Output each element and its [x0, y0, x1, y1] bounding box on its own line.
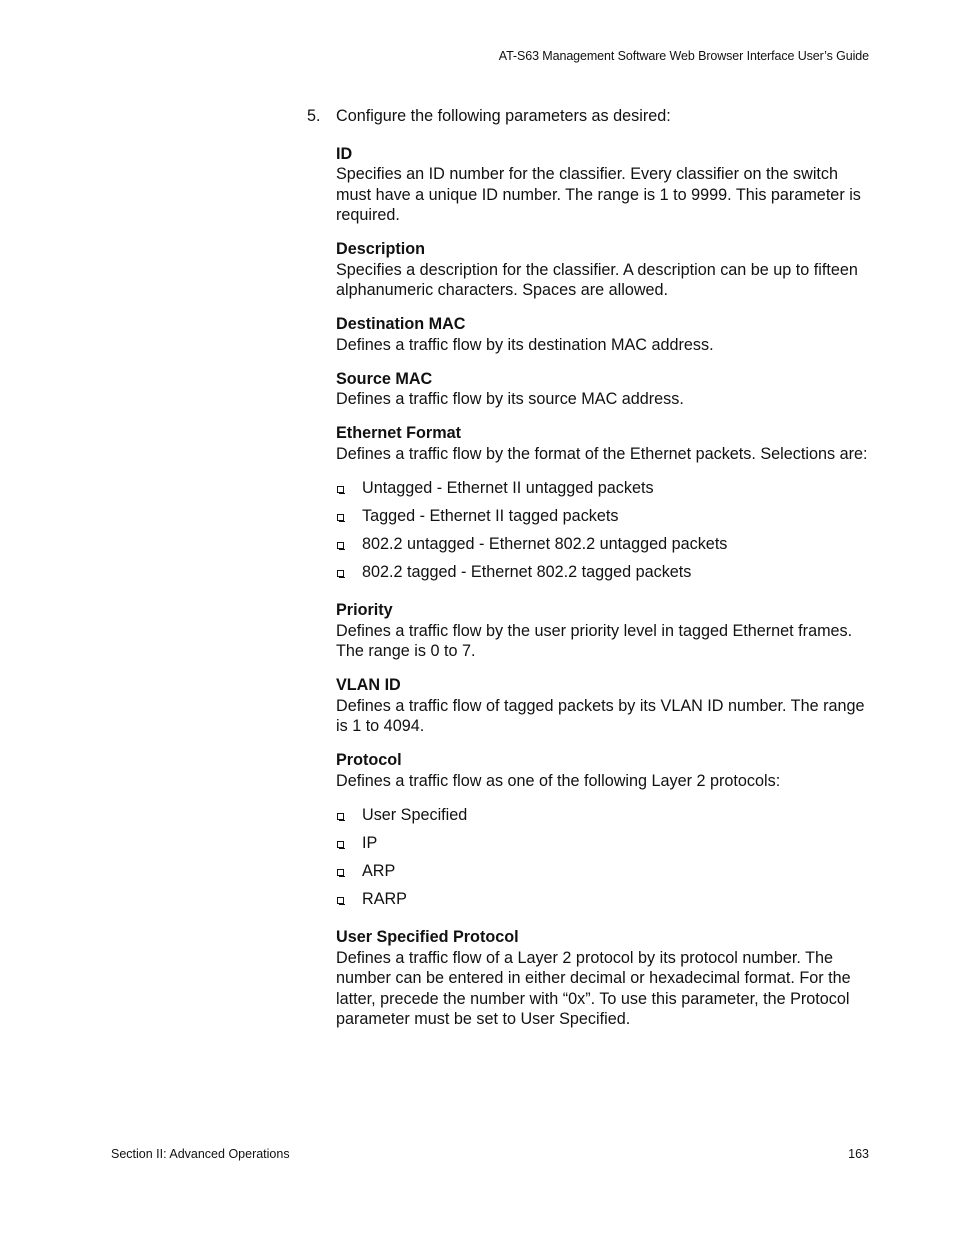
checkbox-bullet-icon	[337, 514, 344, 521]
checkbox-bullet-icon	[337, 841, 344, 848]
param-protocol	[336, 750, 872, 791]
ethernet-format-list	[336, 475, 872, 587]
param-title: Ethernet Format	[336, 424, 462, 442]
param-title: Source MAC	[336, 369, 433, 388]
step-item	[307, 106, 872, 127]
list-item	[336, 802, 872, 830]
list-item	[336, 503, 872, 531]
param-destination-mac	[336, 314, 872, 355]
list-item-text: IP	[362, 834, 378, 853]
step-text: Configure the following parameters as desired:	[336, 107, 671, 125]
param-title: Destination MAC	[336, 315, 466, 333]
param-description: Specifies a description for the classifier. A description can be up to fifteen alphanumeric characters. Spaces are allowed.	[336, 260, 858, 299]
param-title: Protocol	[336, 751, 402, 769]
param-description: Specifies an ID number for the classifier. Every classifier on the switch must have a unique ID number. The range is 1 to 9999. This parameter is required.	[336, 165, 861, 224]
param-description: Defines a traffic flow of tagged packets by its VLAN ID number. The range is 1 to 4094.	[336, 696, 865, 735]
list-item-text: User Specified	[362, 806, 468, 825]
list-item-text: Tagged - Ethernet II tagged packets	[362, 507, 619, 526]
param-source-mac	[336, 369, 872, 410]
param-user-specified-protocol	[336, 927, 872, 1030]
param-description: Defines a traffic flow by the user priority level in tagged Ethernet frames. The range is 0 to 7.	[336, 621, 853, 660]
checkbox-bullet-icon	[337, 570, 344, 577]
list-item	[336, 475, 872, 503]
list-item	[336, 858, 872, 886]
list-item-text: 802.2 tagged - Ethernet 802.2 tagged packets	[362, 563, 692, 582]
checkbox-bullet-icon	[337, 813, 344, 820]
param-description: Defines a traffic flow by the format of the Ethernet packets. Selections are:	[336, 444, 868, 463]
protocol-list	[336, 802, 872, 914]
list-item-text: ARP	[362, 862, 396, 881]
page-content	[307, 106, 872, 1043]
checkbox-bullet-icon	[337, 897, 344, 904]
param-description: Defines a traffic flow as one of the following Layer 2 protocols:	[336, 771, 781, 790]
param-id	[336, 144, 872, 226]
param-title: ID	[336, 144, 353, 163]
param-title: User Specified Protocol	[336, 928, 519, 946]
running-header: AT-S63 Management Software Web Browser Interface User’s Guide	[498, 49, 869, 63]
param-description: Defines a traffic flow by its destination MAC address.	[336, 335, 714, 354]
list-item	[336, 830, 872, 858]
list-item	[336, 559, 872, 587]
page-number: 163	[848, 1147, 869, 1161]
param-ethernet-format	[336, 423, 872, 464]
footer-section: Section II: Advanced Operations	[111, 1147, 290, 1161]
list-item	[336, 531, 872, 559]
list-item-text: Untagged - Ethernet II untagged packets	[362, 479, 654, 498]
param-title: VLAN ID	[336, 676, 401, 694]
checkbox-bullet-icon	[337, 486, 344, 493]
step-number: 5.	[307, 107, 321, 125]
list-item	[336, 886, 872, 914]
list-item-text: RARP	[362, 890, 407, 909]
list-item-text: 802.2 untagged - Ethernet 802.2 untagged packets	[362, 535, 728, 554]
param-description: Defines a traffic flow by its source MAC address.	[336, 390, 684, 408]
param-title: Description	[336, 240, 426, 258]
param-title: Priority	[336, 601, 393, 619]
param-description: Defines a traffic flow of a Layer 2 protocol by its protocol number. The number can be entered in either decimal or hexadecimal format. For the latter, precede the number with “0x”. To use this parameter, the Protocol parameter must be set to User Specified.	[336, 948, 851, 1028]
param-priority	[336, 600, 872, 662]
checkbox-bullet-icon	[337, 542, 344, 549]
param-description-field	[336, 239, 872, 301]
param-vlan-id	[336, 675, 872, 737]
checkbox-bullet-icon	[337, 869, 344, 876]
